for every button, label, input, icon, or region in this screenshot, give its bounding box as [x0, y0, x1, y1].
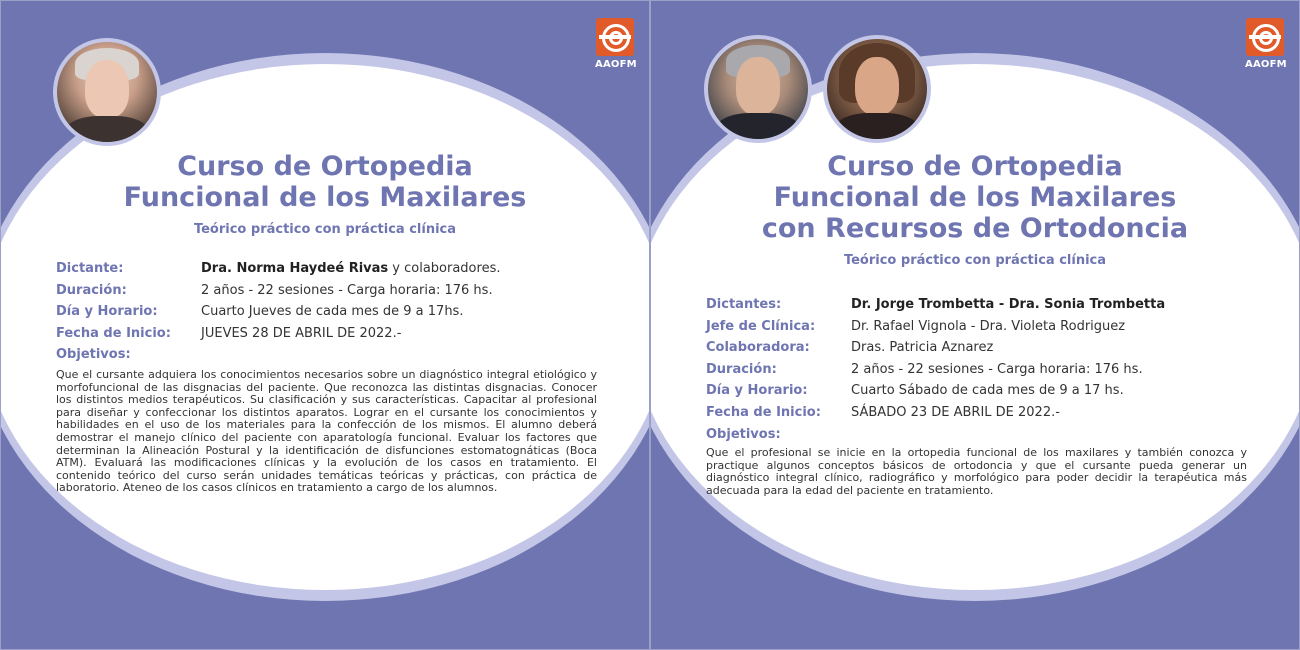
course-title [651, 151, 1299, 244]
title-line: Curso de Ortopedia [177, 151, 473, 182]
aaofm-logo [1245, 18, 1285, 70]
title-line: Curso de Ortopedia [827, 151, 1123, 182]
detail-label: Fecha de Inicio: [56, 326, 171, 341]
detail-label: Duración: [706, 362, 777, 377]
title-line: Funcional de los Maxilares [773, 182, 1177, 213]
detail-label: Día y Horario: [706, 383, 808, 398]
course-subtitle: Teórico práctico con práctica clínica [193, 222, 457, 237]
detail-value: Cuarto Jueves de cada mes de 9 a 17hs. [201, 304, 464, 319]
detail-value: SÁBADO 23 DE ABRIL DE 2022.- [851, 405, 1060, 420]
detail-label: Dictante: [56, 261, 124, 276]
detail-value: Dra. Norma Haydeé Rivas y colaboradores. [201, 261, 501, 276]
title-line: Funcional de los Maxilares [123, 182, 527, 213]
title-line: con Recursos de Ortodoncia [761, 213, 1189, 244]
speaker-photo [823, 35, 931, 143]
detail-label: Fecha de Inicio: [706, 405, 821, 420]
detail-label: Duración: [56, 283, 127, 298]
objectives-label: Objetivos: [56, 347, 131, 362]
objectives-text: Que el cursante adquiera los conocimientos necesarios sobre un diagnóstico integral etiológico y morfofuncional de las disgnacias del paciente. Que reconozca las distintas disgnacias. Conocer los distintos medios terapéuticos. Su clasificación y sus características. Capacitar al profesional para diseñar y confeccionar los distintos aparatos. Lograr en el cursante los conocimientos y habilidades en el uso de los materiales para la confección de los mismos. El alumno deberá demostrar el manejo clínico del paciente con aparatología funcional. Evaluar los factores que determinan la Alineación Postural y la identificación de disfunciones estomatognáticas (Boca ATM). Evaluará las modificaciones clínicas y la evolución de los casos en tratamiento. El contenido teórico del curso serán unidades temáticas teóricas y prácticas, con práctica de laboratorio. Ateneo de los casos clínicos en tratamiento a cargo de los alumnos. [56, 368, 597, 495]
detail-label: Día y Horario: [56, 304, 158, 319]
aaofm-logo-icon [1246, 18, 1284, 56]
course-flyer-right [650, 0, 1300, 650]
speaker-photo [53, 38, 161, 146]
detail-label: Dictantes: [706, 297, 782, 312]
objectives-label: Objetivos: [706, 427, 781, 442]
detail-label: Jefe de Clínica: [706, 319, 816, 334]
logo-text: AAOFM [1245, 59, 1287, 70]
detail-value: Dr. Rafael Vignola - Dra. Violeta Rodriguez [851, 319, 1126, 334]
detail-value: Cuarto Sábado de cada mes de 9 a 17 hs. [851, 383, 1124, 398]
logo-text: AAOFM [595, 59, 637, 70]
speaker-photo [704, 35, 812, 143]
aaofm-logo [595, 18, 635, 70]
detail-value: Dras. Patricia Aznarez [851, 340, 994, 355]
detail-value: 2 años - 22 sesiones - Carga horaria: 176 hs. [851, 362, 1143, 377]
detail-value: JUEVES 28 DE ABRIL DE 2022.- [201, 326, 402, 341]
detail-label: Colaboradora: [706, 340, 810, 355]
aaofm-logo-icon [596, 18, 634, 56]
detail-value: 2 años - 22 sesiones - Carga horaria: 176 hs. [201, 283, 493, 298]
detail-value: Dr. Jorge Trombetta - Dra. Sonia Trombetta [851, 297, 1166, 312]
objectives-text: Que el profesional se inicie en la ortopedia funcional de los maxilares y también conozca y practique algunos conceptos básicos de ortodoncia y que el cursante pueda generar un diagnóstico integral clínico, radiográfico y morfológico para poder decidir la terapéutica más adecuada para la edad del paciente en tratamiento. [706, 446, 1247, 497]
course-title [1, 151, 649, 213]
course-subtitle: Teórico práctico con práctica clínica [843, 253, 1107, 268]
